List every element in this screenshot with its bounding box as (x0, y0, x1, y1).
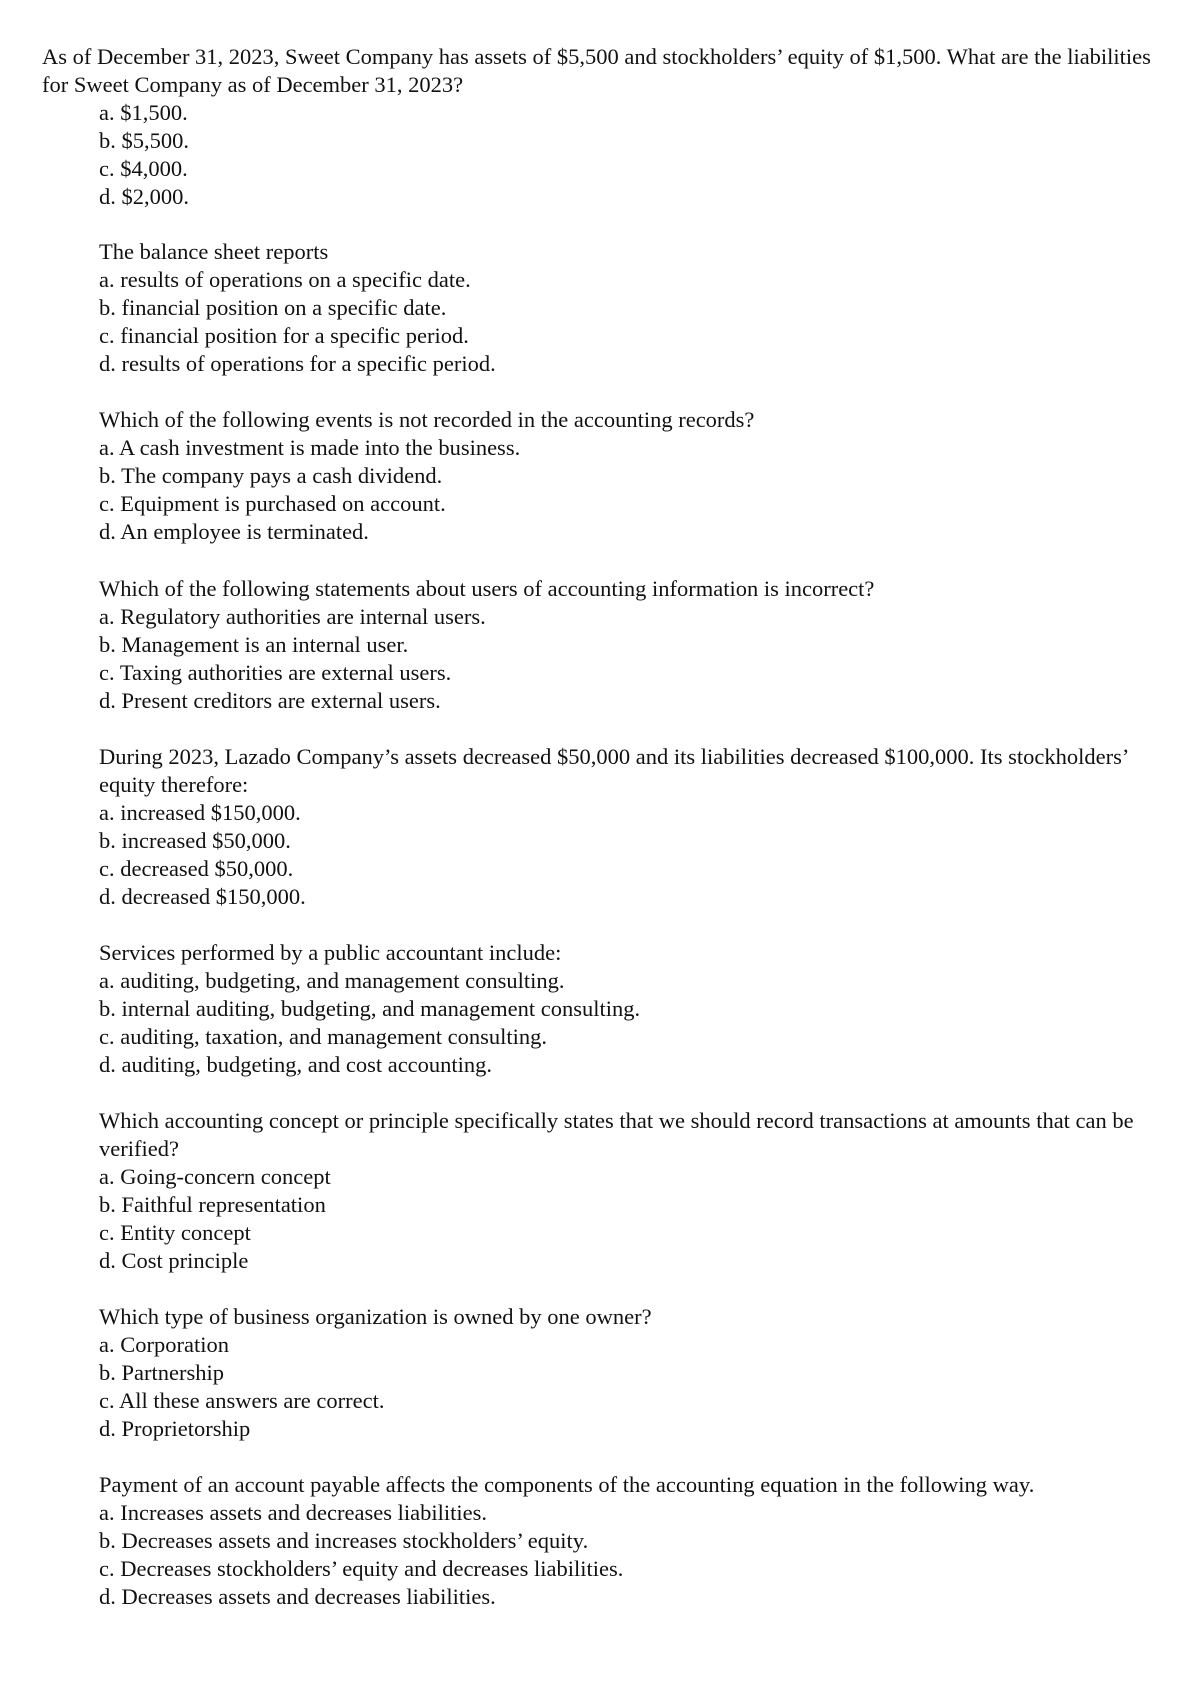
question-4-option-d: d. Present creditors are external users. (99, 688, 441, 713)
question-2-option-b: b. financial position on a specific date. (99, 295, 447, 320)
question-3-option-c: c. Equipment is purchased on account. (99, 491, 446, 516)
question-9-option-c: c. Decreases stockholders’ equity and decreases liabilities. (99, 1556, 624, 1581)
question-5-stem: During 2023, Lazado Company’s assets decreased $50,000 and its liabilities decreased $100,000. Its stockholders’ equity therefore: (99, 744, 1128, 797)
question-2-options (99, 266, 1164, 378)
question-1-stem: As of December 31, 2023, Sweet Company has assets of $5,500 and stockholders’ equity of $1,500. What are the liabilities for Sweet Company as of December 31, 2023? (42, 44, 1151, 97)
question-4-option-b: b. Management is an internal user. (99, 632, 409, 657)
question-8-option-c: c. All these answers are correct. (99, 1388, 385, 1413)
question-8-stem: Which type of business organization is owned by one owner? (99, 1304, 652, 1329)
question-4-option-a: a. Regulatory authorities are internal users. (99, 604, 486, 629)
question-8 (99, 1303, 1164, 1443)
question-7-option-a: a. Going-concern concept (99, 1164, 331, 1189)
question-2-option-a: a. results of operations on a specific date. (99, 267, 471, 292)
question-7-option-c: c. Entity concept (99, 1220, 251, 1245)
question-5 (99, 743, 1164, 911)
question-9-option-a: a. Increases assets and decreases liabilities. (99, 1500, 487, 1525)
question-9-stem: Payment of an account payable affects the components of the accounting equation in the following way. (99, 1472, 1035, 1497)
question-1-option-c: c. $4,000. (99, 156, 188, 181)
question-2 (99, 238, 1164, 378)
question-9-options (99, 1499, 1164, 1611)
question-6-option-d: d. auditing, budgeting, and cost accounting. (99, 1052, 493, 1077)
question-5-option-b: b. increased $50,000. (99, 828, 291, 853)
question-1-option-b: b. $5,500. (99, 128, 189, 153)
question-8-option-b: b. Partnership (99, 1360, 224, 1385)
question-5-option-c: c. decreased $50,000. (99, 856, 294, 881)
question-3-option-b: b. The company pays a cash dividend. (99, 463, 443, 488)
question-1-option-a: a. $1,500. (99, 100, 188, 125)
question-1-options (42, 99, 1162, 211)
question-8-option-d: d. Proprietorship (99, 1416, 251, 1441)
question-3-option-d: d. An employee is terminated. (99, 519, 369, 544)
question-6-option-b: b. internal auditing, budgeting, and management consulting. (99, 996, 641, 1021)
question-3-options (99, 434, 1164, 546)
question-3 (99, 406, 1164, 546)
question-6-options (99, 967, 1164, 1079)
question-3-option-a: a. A cash investment is made into the business. (99, 435, 521, 460)
question-5-option-d: d. decreased $150,000. (99, 884, 306, 909)
question-8-options (99, 1331, 1164, 1443)
question-2-option-c: c. financial position for a specific period. (99, 323, 469, 348)
question-5-option-a: a. increased $150,000. (99, 800, 301, 825)
question-6-stem: Services performed by a public accountant include: (99, 940, 562, 965)
question-9 (99, 1471, 1164, 1611)
question-4-stem: Which of the following statements about users of accounting information is incorrect? (99, 576, 875, 601)
question-5-options (99, 799, 1164, 911)
question-7-stem: Which accounting concept or principle specifically states that we should record transactions at amounts that can be verified? (99, 1108, 1134, 1161)
question-6 (99, 939, 1164, 1079)
question-9-option-d: d. Decreases assets and decreases liabilities. (99, 1584, 496, 1609)
question-7-options (99, 1163, 1164, 1275)
question-3-stem: Which of the following events is not recorded in the accounting records? (99, 407, 755, 432)
question-7 (99, 1107, 1164, 1275)
question-8-option-a: a. Corporation (99, 1332, 229, 1357)
question-4-options (99, 603, 1164, 715)
question-4 (99, 575, 1164, 715)
question-7-option-d: d. Cost principle (99, 1248, 249, 1273)
question-6-option-a: a. auditing, budgeting, and management consulting. (99, 968, 565, 993)
question-9-option-b: b. Decreases assets and increases stockholders’ equity. (99, 1528, 589, 1553)
question-2-stem: The balance sheet reports (99, 239, 329, 264)
question-4-option-c: c. Taxing authorities are external users. (99, 660, 452, 685)
question-6-option-c: c. auditing, taxation, and management consulting. (99, 1024, 548, 1049)
question-2-option-d: d. results of operations for a specific period. (99, 351, 496, 376)
question-1-option-d: d. $2,000. (99, 184, 189, 209)
question-7-option-b: b. Faithful representation (99, 1192, 326, 1217)
question-1 (42, 43, 1162, 211)
